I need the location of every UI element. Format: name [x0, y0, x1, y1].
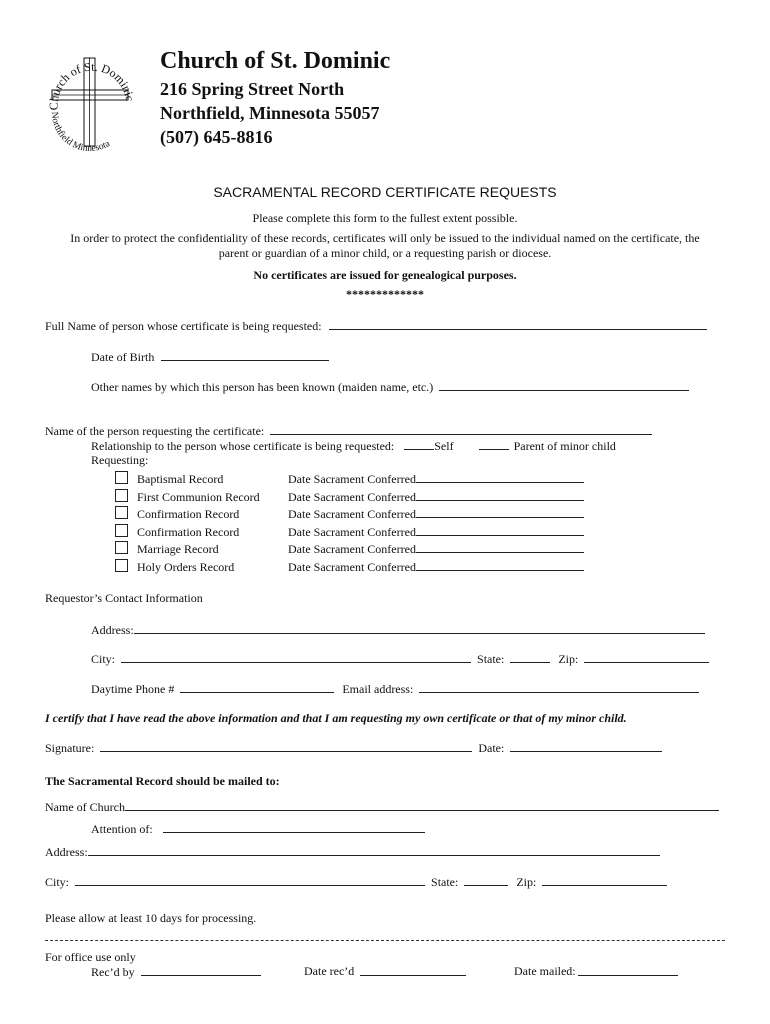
mail-city-label: City: — [45, 875, 70, 889]
church-name-row — [45, 799, 719, 815]
relationship-row — [91, 438, 616, 454]
mail-city-field[interactable] — [75, 874, 425, 886]
church-street: 216 Spring Street North — [160, 79, 345, 99]
confirmation-checkbox[interactable] — [115, 506, 128, 519]
email-label: Email address: — [342, 682, 414, 696]
attention-row — [91, 821, 425, 837]
church-name: Church of St. Dominic — [160, 48, 391, 74]
zip-label: Zip: — [558, 652, 579, 666]
date-conferred-field[interactable] — [416, 559, 584, 571]
record-item — [115, 524, 595, 542]
email-field[interactable] — [419, 681, 699, 693]
record-label: Marriage Record — [137, 542, 219, 556]
intro-text: Please complete this form to the fullest extent possible. — [252, 211, 518, 225]
city-field[interactable] — [121, 651, 471, 663]
mail-zip-field[interactable] — [542, 874, 667, 886]
full-name-field[interactable] — [329, 318, 707, 330]
parent-field[interactable] — [479, 438, 509, 450]
mail-address-row — [45, 844, 660, 860]
dob-field[interactable] — [161, 349, 329, 361]
date-recd-label: Date rec’d — [304, 964, 355, 978]
date-conferred-label: Date Sacrament Conferred — [288, 472, 416, 486]
state-field[interactable] — [510, 651, 550, 663]
no-genealogy-note: No certificates are issued for genealogical purposes. — [253, 268, 517, 282]
record-item — [115, 541, 595, 559]
church-logo — [40, 52, 140, 152]
record-label: Confirmation Record — [137, 507, 240, 521]
record-label: Baptismal Record — [137, 472, 224, 486]
date-mailed-field[interactable] — [578, 964, 678, 976]
confidentiality-line1: In order to protect the confidentiality of these records, certificates will only be issued to the individual named on the certificate, the — [70, 231, 700, 245]
date-recd-field[interactable] — [360, 964, 466, 976]
holy-orders-checkbox[interactable] — [115, 559, 128, 572]
mail-zip-label: Zip: — [516, 875, 537, 889]
church-city-state: Northfield, Minnesota 55057 — [160, 103, 380, 123]
full-name-row — [45, 318, 707, 334]
logo-ring-top-text: Church of St. Dominic — [46, 59, 138, 111]
date-conferred-label: Date Sacrament Conferred — [288, 542, 416, 556]
record-label: First Communion Record — [137, 489, 260, 504]
date-mailed-label: Date mailed: — [514, 964, 576, 978]
phone-email-row — [91, 681, 699, 697]
dob-label: Date of Birth — [91, 350, 155, 364]
dashed-divider — [45, 940, 725, 941]
address-row — [91, 622, 705, 638]
svg-text:Church of St. Dominic — [47, 60, 138, 111]
attention-label: Attention of: — [91, 822, 153, 836]
phone-field[interactable] — [180, 681, 334, 693]
city-row — [91, 651, 709, 667]
date-conferred-field[interactable] — [416, 489, 584, 501]
record-label: Confirmation Record — [137, 524, 240, 539]
office-use-row — [91, 964, 691, 980]
phone-label: Daytime Phone # — [91, 682, 175, 696]
date-conferred-label: Date Sacrament Conferred — [288, 524, 416, 539]
record-item — [115, 471, 595, 489]
mail-city-row — [45, 874, 667, 890]
date-conferred-label: Date Sacrament Conferred — [288, 559, 416, 574]
marriage-checkbox[interactable] — [115, 541, 128, 554]
recd-by-label: Rec’d by — [91, 965, 135, 979]
address-field[interactable] — [134, 622, 705, 634]
state-label: State: — [477, 652, 505, 666]
self-field[interactable] — [404, 438, 434, 450]
date-field[interactable] — [510, 740, 662, 752]
other-names-field[interactable] — [439, 379, 689, 391]
confirmation-checkbox-2[interactable] — [115, 524, 128, 537]
date-conferred-field[interactable] — [416, 471, 584, 483]
requester-name-label: Name of the person requesting the certificate: — [45, 424, 265, 438]
church-name-field[interactable] — [125, 799, 719, 811]
dob-row — [91, 349, 329, 365]
mail-state-label: State: — [431, 875, 459, 889]
certify-statement: I certify that I have read the above information and that I am requesting my own certificate or that of my minor child. — [45, 711, 627, 725]
signature-field[interactable] — [100, 740, 472, 752]
requester-name-field[interactable] — [270, 423, 652, 435]
church-name-label: Name of Church — [45, 800, 125, 814]
record-list — [115, 471, 595, 576]
address-label: Address: — [91, 623, 134, 637]
stars-divider: ************* — [346, 287, 424, 301]
mail-address-label: Address: — [45, 845, 88, 859]
confidentiality-line2: parent or guardian of a minor child, or a requesting parish or diocese. — [218, 246, 552, 260]
processing-note: Please allow at least 10 days for processing. — [45, 911, 257, 925]
city-label: City: — [91, 652, 116, 666]
record-label: Holy Orders Record — [137, 559, 235, 574]
cross-seal-icon — [40, 52, 140, 152]
mail-address-field[interactable] — [88, 844, 660, 856]
other-names-row — [91, 379, 689, 395]
parent-label: Parent of minor child — [513, 439, 616, 453]
zip-field[interactable] — [584, 651, 709, 663]
logo-ring-bottom-text: Northfield Minnesota — [48, 111, 112, 152]
requester-name-row — [45, 423, 652, 439]
signature-label: Signature: — [45, 741, 95, 755]
full-name-label: Full Name of person whose certificate is being requested: — [45, 319, 322, 333]
first-communion-checkbox[interactable] — [115, 489, 128, 502]
mail-heading: The Sacramental Record should be mailed to: — [45, 774, 280, 788]
date-conferred-label: Date Sacrament Conferred — [288, 507, 416, 521]
office-use-label: For office use only — [45, 950, 136, 964]
church-phone: (507) 645-8816 — [160, 127, 273, 147]
recd-by-field[interactable] — [141, 964, 261, 976]
self-label: Self — [434, 439, 454, 453]
date-conferred-label: Date Sacrament Conferred — [288, 489, 416, 504]
requesting-label: Requesting: — [91, 453, 149, 467]
attention-field[interactable] — [163, 821, 425, 833]
other-names-label: Other names by which this person has been known (maiden name, etc.) — [91, 380, 434, 394]
date-conferred-field[interactable] — [416, 524, 584, 536]
record-item — [115, 559, 595, 577]
record-item — [115, 489, 595, 507]
signature-row — [45, 740, 662, 756]
date-conferred-field[interactable] — [416, 506, 584, 518]
relationship-label: Relationship to the person whose certificate is being requested: — [91, 439, 395, 453]
record-item — [115, 506, 595, 524]
mail-state-field[interactable] — [464, 874, 508, 886]
form-title: SACRAMENTAL RECORD CERTIFICATE REQUESTS — [213, 184, 557, 200]
date-label: Date: — [478, 741, 505, 755]
svg-text:Northfield Minnesota — [49, 112, 113, 152]
baptismal-checkbox[interactable] — [115, 471, 128, 484]
date-conferred-field[interactable] — [416, 541, 584, 553]
contact-heading: Requestor’s Contact Information — [45, 591, 203, 605]
